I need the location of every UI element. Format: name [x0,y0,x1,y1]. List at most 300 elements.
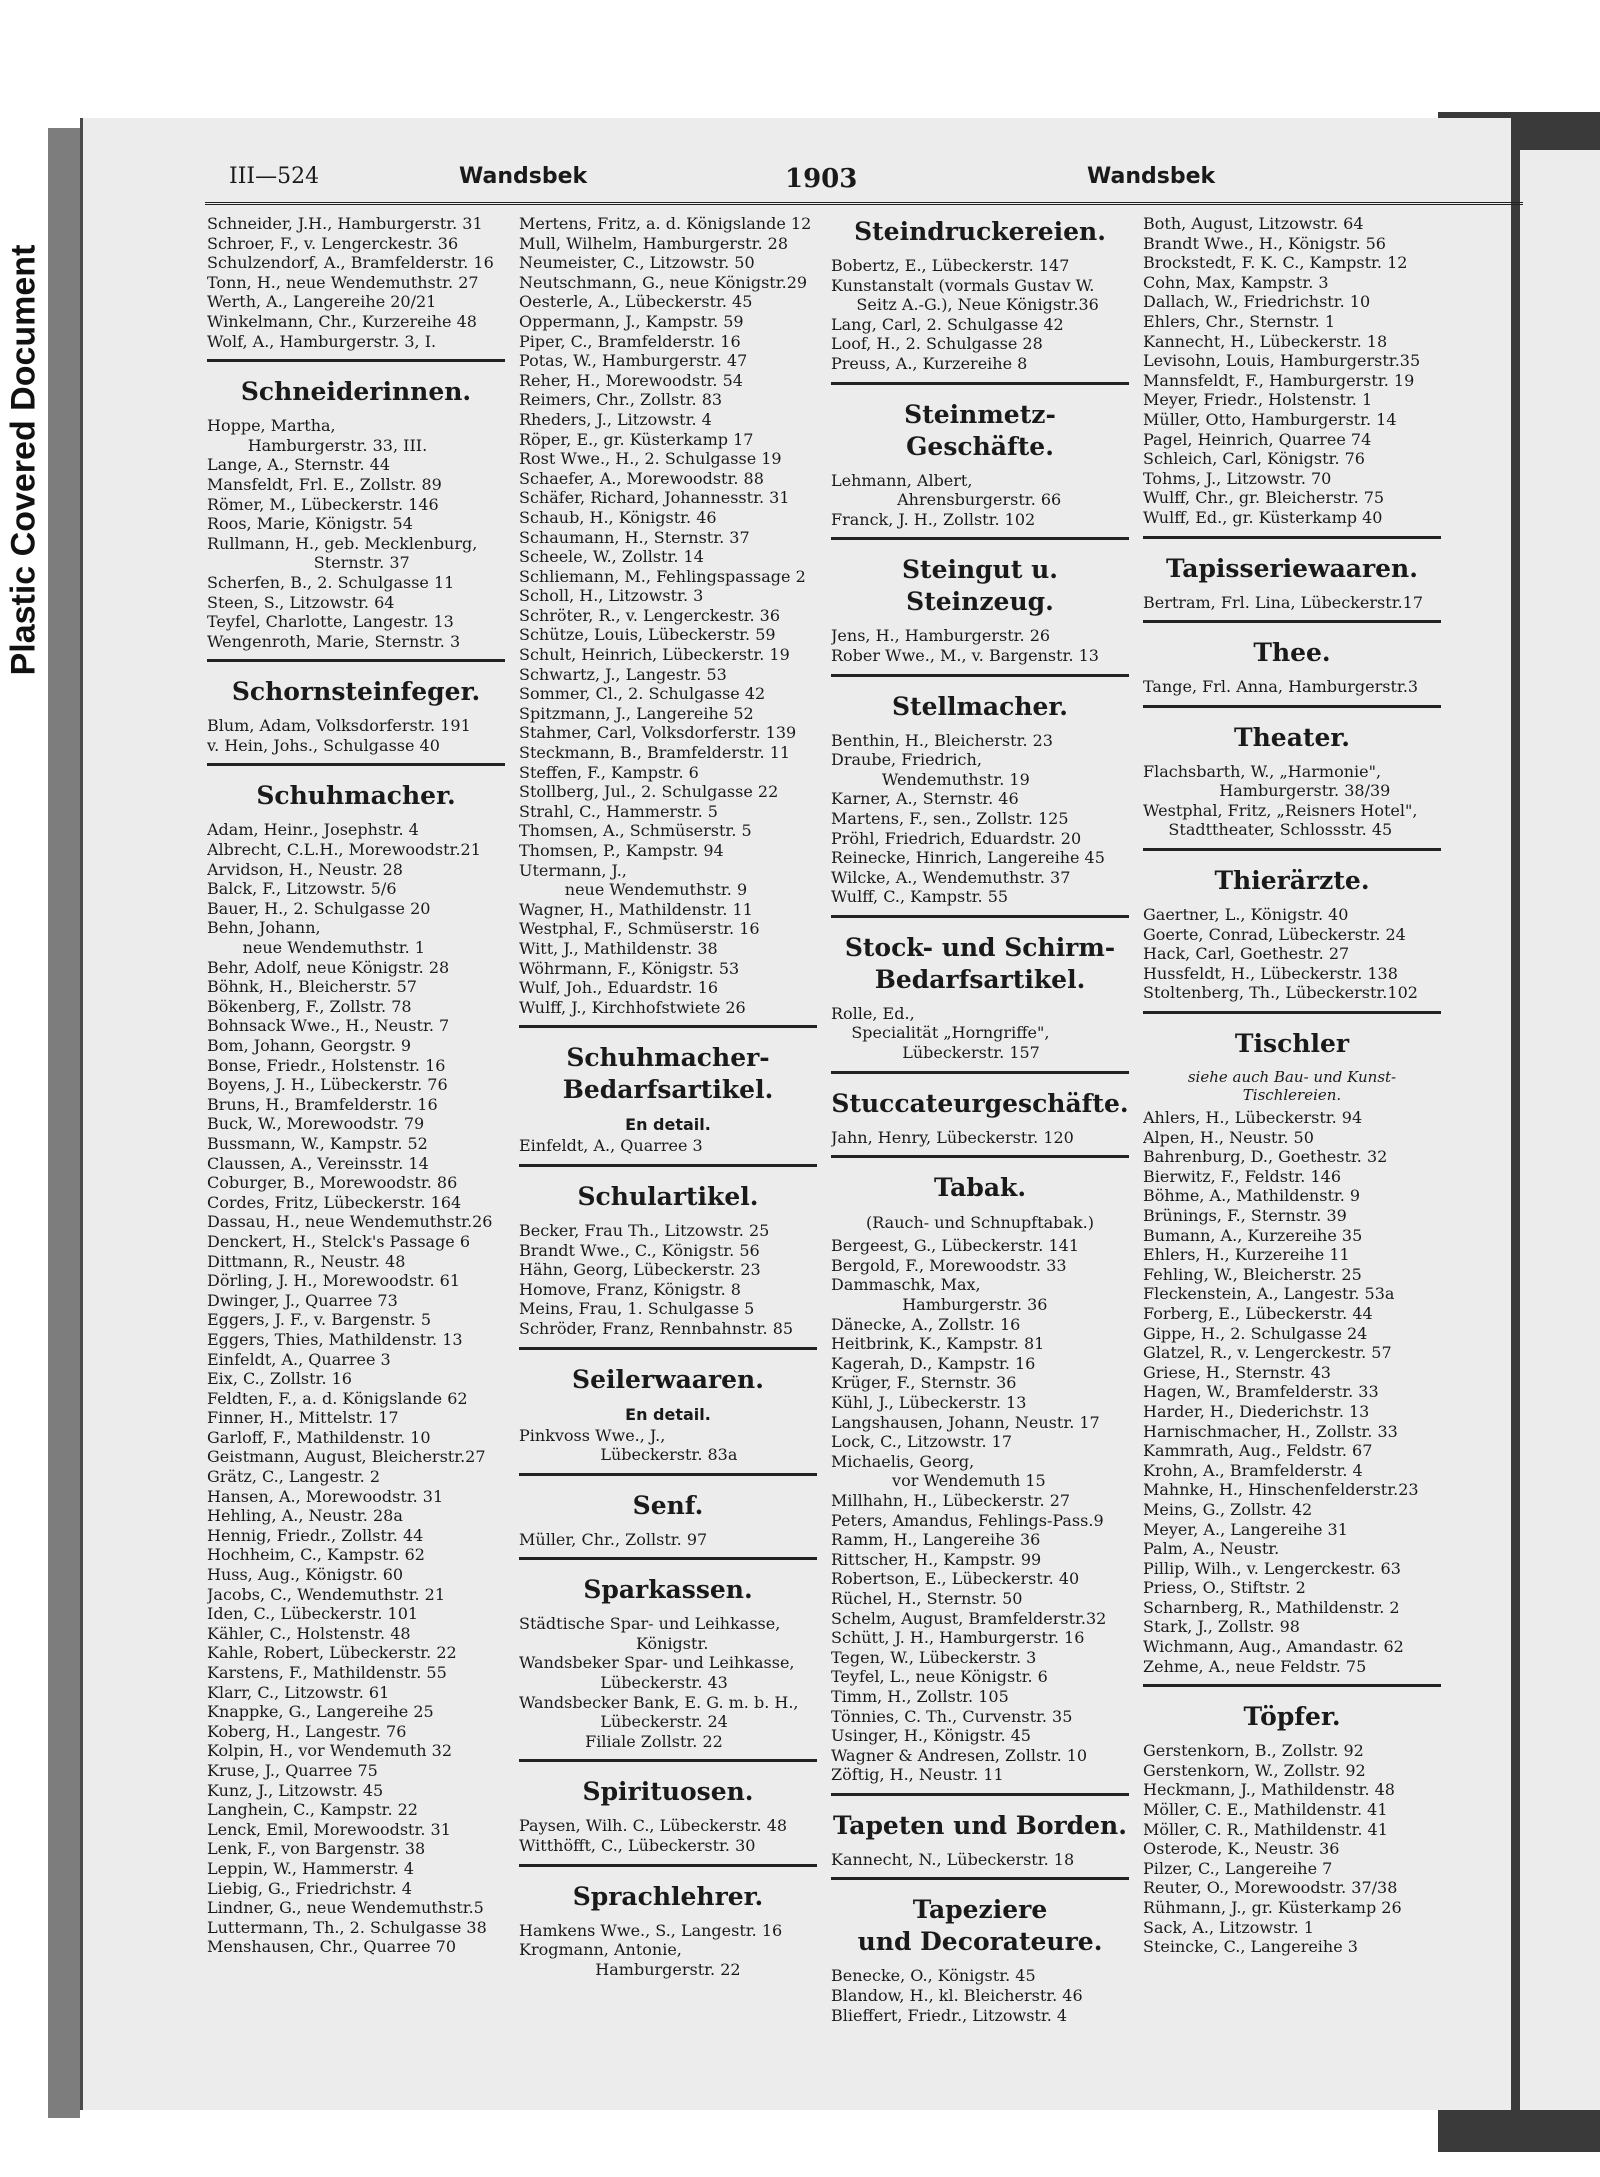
directory-entry: Krogmann, Antonie, [519,1940,682,1960]
directory-entry: Stoltenberg, Th., Lübeckerstr.102 [1143,983,1418,1003]
running-head [205,158,1523,205]
directory-entry: Wolf, A., Hamburgerstr. 3, I. [207,331,437,351]
directory-entry: Kagerah, D., Kampstr. 16 [831,1353,1036,1373]
directory-entry: Blandow, H., kl. Bleicherstr. 46 [831,1986,1083,2006]
section-heading: Tapisseriewaaren. [1166,553,1418,583]
directory-entry: Harnischmacher, H., Zollstr. 33 [1143,1421,1398,1441]
directory-entry: Bussmann, W., Kampstr. 52 [207,1133,428,1153]
directory-entry: Scherfen, B., 2. Schulgasse 11 [207,572,455,592]
directory-entry: Wulff, J., Kirchhofstwiete 26 [519,997,746,1017]
directory-entry: Wagner, H., Mathildenstr. 11 [519,899,753,919]
directory-entry: Utermann, J., [519,860,627,880]
directory-entry: Pilzer, C., Langereihe 7 [1143,1858,1333,1878]
directory-entry: Adam, Heinr., Josephstr. 4 [207,820,419,840]
directory-entry: Ramm, H., Langereihe 36 [831,1530,1041,1550]
directory-entry: Schult, Heinrich, Lübeckerstr. 19 [519,645,790,665]
directory-entry: Teyfel, Charlotte, Langestr. 13 [207,612,454,632]
directory-entry: Steincke, C., Langereihe 3 [1143,1937,1358,1957]
directory-entry: Tange, Frl. Anna, Hamburgerstr.3 [1143,677,1419,697]
directory-entry: Karner, A., Sternstr. 46 [831,789,1019,809]
directory-entry: Brünings, F., Sternstr. 39 [1143,1206,1347,1225]
directory-entry: Koberg, H., Langestr. 76 [207,1721,407,1741]
directory-entry: Einfeldt, A., Quarree 3 [207,1349,391,1369]
directory-entry: v. Hein, Johs., Schulgasse 40 [207,735,440,755]
directory-entry: Hamburgerstr. 22 [519,1959,741,1979]
directory-entry: Schaub, H., Königstr. 46 [519,507,717,527]
directory-entry: Heckmann, J., Mathildenstr. 48 [1143,1780,1395,1800]
directory-entry: Städtische Spar- und Leihkasse, [519,1614,781,1634]
directory-entry: Michaelis, Georg, [831,1451,975,1471]
directory-entry: Wulff, Chr., gr. Bleicherstr. 75 [1143,488,1385,508]
section-heading: Stuccateurgeschäfte. [831,1088,1129,1118]
section-heading: Theater. [1234,722,1350,752]
directory-entry: Eggers, J. F., v. Bargenstr. 5 [207,1310,432,1330]
directory-entry: Wandsbecker Bank, E. G. m. b. H., [519,1692,799,1712]
directory-entry: Draube, Friedrich, [831,750,982,770]
directory-entry: Hamburgerstr. 33, III. [207,435,428,455]
directory-entry: Hagen, W., Bramfelderstr. 33 [1143,1382,1379,1402]
directory-entry: Schliemann, M., Fehlingspassage 2 [519,566,806,586]
directory-entry: Cohn, Max, Kampstr. 3 [1143,272,1329,292]
directory-entry: Kahle, Robert, Lübeckerstr. 22 [207,1643,457,1663]
directory-entry: Pagel, Heinrich, Quarree 74 [1143,429,1372,449]
directory-entry: Wilcke, A., Wendemuthstr. 37 [831,867,1071,887]
directory-entry: Einfeldt, A., Quarree 3 [519,1136,703,1156]
directory-entry: Seitz A.-G.), Neue Königstr.36 [831,295,1099,315]
directory-entry: Meins, Frau, 1. Schulgasse 5 [519,1299,755,1319]
directory-entry: Griese, H., Sternstr. 43 [1143,1362,1331,1382]
directory-entry: Dörling, J. H., Morewoodstr. 61 [207,1271,461,1291]
directory-entry: Denckert, H., Stelck's Passage 6 [207,1231,471,1251]
directory-entry: Kannecht, N., Lübeckerstr. 18 [831,1849,1075,1869]
directory-entry: Steen, S., Litzowstr. 64 [207,592,395,612]
directory-entry: Teyfel, L., neue Königstr. 6 [831,1667,1048,1687]
place-right: Wandsbek [1087,164,1216,189]
directory-entry: Blieffert, Friedr., Litzowstr. 4 [831,2005,1068,2025]
section-rule [831,537,1129,540]
section-heading: Sprachlehrer. [572,1881,764,1911]
directory-entry: Pillip, Wilh., v. Lengerckestr. 63 [1143,1558,1401,1578]
section-rule [831,382,1129,385]
directory-entry: Winkelmann, Chr., Kurzereihe 48 [207,311,477,331]
directory-entry: Kunstanstalt (vormals Gustav W. [831,275,1095,295]
place-left: Wandsbek [459,164,588,189]
directory-entry: Mull, Wilhelm, Hamburgerstr. 28 [519,233,789,253]
directory-entry: Schroer, F., v. Lengerckestr. 36 [207,233,459,253]
directory-entry: Thomsen, P., Kampstr. 94 [519,841,724,860]
directory-entry: Gaertner, L., Königstr. 40 [1143,905,1349,925]
directory-entry: Millhahn, H., Lübeckerstr. 27 [831,1490,1071,1510]
directory-entry: Bökenberg, F., Zollstr. 78 [207,996,412,1016]
section-rule [1143,1011,1441,1014]
directory-entry: Becker, Frau Th., Litzowstr. 25 [519,1220,770,1240]
directory-entry: Piper, C., Bramfelderstr. 16 [519,331,741,351]
directory-entry: Jacobs, C., Wendemuthstr. 21 [207,1584,445,1604]
directory-entry: Bom, Johann, Georgstr. 9 [207,1036,412,1055]
directory-entry: Feldten, F., a. d. Königslande 62 [207,1388,468,1408]
section-heading: Schneiderinnen. [240,377,472,407]
directory-entry: Westphal, F., Schmüserstr. 16 [519,919,760,939]
directory-entry: Claussen, A., Vereinsstr. 14 [207,1153,429,1173]
directory-entry: Both, August, Litzowstr. 64 [1143,214,1364,233]
directory-entry: Lange, A., Sternstr. 44 [207,455,391,475]
section-heading: Tabak. [933,1173,1027,1203]
directory-entry: Reimers, Chr., Zollstr. 83 [519,390,723,410]
directory-entry: Königstr. [519,1633,709,1653]
directory-entry: Luttermann, Th., 2. Schulgasse 38 [207,1917,487,1937]
directory-entry: Bruns, H., Bramfelderstr. 16 [207,1094,438,1114]
directory-entry: Wendemuthstr. 19 [831,769,1030,789]
directory-entry: Buck, W., Morewoodstr. 79 [207,1114,425,1134]
directory-entry: Müller, Otto, Hamburgerstr. 14 [1143,409,1397,429]
directory-entry: Bergold, F., Morewoodstr. 33 [831,1255,1067,1275]
directory-entry: Iden, C., Lübeckerstr. 101 [207,1604,419,1624]
section-heading: Schornsteinfeger. [231,677,481,707]
section-heading: Spirituosen. [582,1777,754,1807]
directory-entry: Robertson, E., Lübeckerstr. 40 [831,1569,1080,1589]
directory-entry: Lindner, G., neue Wendemuthstr.5 [207,1898,484,1918]
directory-entry: Jahn, Henry, Lübeckerstr. 120 [831,1127,1074,1147]
directory-entry: Müller, Chr., Zollstr. 97 [519,1529,708,1549]
section-rule [519,1864,817,1867]
directory-entry: Wandsbeker Spar- und Leihkasse, [519,1653,795,1673]
directory-entry: Osterode, K., Neustr. 36 [1143,1839,1340,1859]
directory-entry: Lehmann, Albert, [831,470,973,490]
directory-entry: Usinger, H., Königstr. 45 [831,1726,1031,1746]
directory-entry: Klarr, C., Litzowstr. 61 [207,1682,390,1702]
directory-entry: Bonse, Friedr., Holstenstr. 16 [207,1055,446,1075]
section-heading: Sparkassen. [583,1575,753,1605]
directory-entry: Scholl, H., Litzowstr. 3 [519,586,704,606]
directory-entry: Martens, F., sen., Zollstr. 125 [831,808,1069,828]
directory-entry: Hussfeldt, H., Lübeckerstr. 138 [1143,963,1398,983]
directory-entry: Schaefer, A., Morewoodstr. 88 [519,468,764,488]
directory-entry: Brandt Wwe., C., Königstr. 56 [519,1240,760,1260]
section-subheading: En detail. [625,1404,711,1424]
directory-entry: Benthin, H., Bleicherstr. 23 [831,730,1053,750]
directory-entry: Kannecht, H., Lübeckerstr. 18 [1143,331,1388,351]
directory-entry: Finner, H., Mittelstr. 17 [207,1408,399,1428]
directory-entry: Schelm, August, Bramfelderstr.32 [831,1608,1107,1628]
directory-entry: Sternstr. 37 [207,553,410,573]
column-2 [519,214,817,1979]
directory-entry: Tegen, W., Lübeckerstr. 3 [831,1647,1037,1667]
directory-entry: Zehme, A., neue Feldstr. 75 [1143,1656,1367,1676]
directory-entry: Roos, Marie, Königstr. 54 [207,514,413,534]
directory-entry: Bumann, A., Kurzereihe 35 [1143,1225,1363,1245]
section-rule [1143,620,1441,623]
directory-entry: Eix, C., Zollstr. 16 [207,1369,352,1389]
directory-entry: Thomsen, A., Schmüserstr. 5 [519,821,752,841]
section-heading: Stock- und Schirm- Bedarfsartikel. [844,932,1116,994]
directory-entry: Filiale Zollstr. 22 [519,1731,723,1751]
directory-entry: Rüchel, H., Sternstr. 50 [831,1588,1023,1608]
directory-entry: Schröter, R., v. Lengerckestr. 36 [519,605,781,625]
section-heading: Tapeziere und Decorateure. [857,1895,1103,1957]
directory-entry: Fleckenstein, A., Langestr. 53a [1143,1284,1395,1304]
directory-entry: Specialität „Horngriffe", [831,1023,1050,1043]
directory-entry: Preuss, A., Kurzereihe 8 [831,353,1028,373]
section-heading: Steinmetz-Geschäfte. [904,399,1056,461]
directory-entry: Schäfer, Richard, Johannesstr. 31 [519,488,790,508]
section-rule [831,1071,1129,1074]
directory-entry: Pröhl, Friedrich, Eduardstr. 20 [831,828,1082,848]
directory-entry: Römer, M., Lübeckerstr. 146 [207,494,439,514]
directory-entry: Rittscher, H., Kampstr. 99 [831,1549,1042,1569]
directory-entry: Mertens, Fritz, a. d. Königslande 12 [519,214,812,233]
section-rule [207,659,505,662]
section-heading: Steindruckereien. [854,217,1106,246]
directory-entry: Witthöfft, C., Lübeckerstr. 30 [519,1836,756,1856]
directory-entry: Ehlers, Chr., Sternstr. 1 [1143,311,1335,331]
directory-entry: Leppin, W., Hammerstr. 4 [207,1858,414,1878]
scan-left-edge [48,128,80,2118]
directory-entry: Garloff, F., Mathildenstr. 10 [207,1427,431,1447]
directory-entry: Oppermann, J., Kampstr. 59 [519,311,744,331]
directory-entry: Schröder, Franz, Rennbahnstr. 85 [519,1318,794,1338]
directory-entry: Tonn, H., neue Wendemuthstr. 27 [207,272,479,292]
directory-entry: Bobertz, E., Lübeckerstr. 147 [831,256,1070,275]
directory-entry: Peters, Amandus, Fehlings-Pass.9 [831,1510,1104,1530]
directory-entry: Ehlers, H., Kurzereihe 11 [1143,1245,1350,1265]
directory-entry: Dwinger, J., Quarree 73 [207,1290,398,1310]
directory-entry: Eggers, Thies, Mathildenstr. 13 [207,1329,463,1349]
directory-entry: Kähler, C., Holstenstr. 48 [207,1623,411,1643]
directory-entry: Dammaschk, Max, [831,1275,981,1295]
section-rule [1143,1684,1441,1687]
directory-entry: Kolpin, H., vor Wendemuth 32 [207,1741,453,1761]
directory-entry: neue Wendemuthstr. 1 [207,938,425,958]
directory-entry: Kruse, J., Quarree 75 [207,1760,378,1780]
directory-entry: Harder, H., Diederichstr. 13 [1143,1401,1370,1421]
directory-entry: Coburger, B., Morewoodstr. 86 [207,1173,458,1193]
directory-entry: Stark, J., Zollstr. 98 [1143,1617,1300,1637]
directory-entry: Knappke, G., Langereihe 25 [207,1702,434,1722]
directory-entry: Lübeckerstr. 43 [519,1673,728,1693]
directory-entry: Zöftig, H., Neustr. 11 [831,1765,1004,1785]
directory-entry: Benecke, O., Königstr. 45 [831,1966,1036,1986]
directory-entry: Bergeest, G., Lübeckerstr. 141 [831,1236,1079,1256]
directory-entry: Albrecht, C.L.H., Morewoodstr.21 [207,840,481,860]
directory-entry: Strahl, C., Hammerstr. 5 [519,801,718,821]
section-heading: Schuhmacher- Bedarfsartikel. [562,1043,774,1105]
directory-entry: Palm, A., Neustr. [1143,1539,1280,1559]
directory-entry: Jens, H., Hamburgerstr. 26 [831,626,1051,646]
directory-entry: Röper, E., gr. Küsterkamp 17 [519,429,754,449]
directory-entry: Pinkvoss Wwe., J., [519,1425,666,1445]
directory-entry: Dassau, H., neue Wendemuthstr.26 [207,1212,493,1232]
directory-page [80,118,1511,2110]
section-heading: Stellmacher. [891,691,1069,721]
directory-entry: Steffen, F., Kampstr. 6 [519,762,699,782]
section-note: siehe auch Bau- und Kunst- Tischlereien. [1187,1068,1397,1105]
directory-entry: Balck, F., Litzowstr. 5/6 [207,879,397,899]
section-rule [519,1557,817,1560]
section-rule [519,1473,817,1476]
directory-entry: Arvidson, H., Neustr. 28 [207,859,403,879]
directory-entry: Krohn, A., Bramfelderstr. 4 [1143,1460,1363,1480]
directory-entry: Bierwitz, F., Feldstr. 146 [1143,1166,1341,1186]
directory-entry: Geistmann, August, Bleicherstr.27 [207,1447,486,1467]
side-label-text: Plastic Covered Document [4,244,43,676]
directory-entry: Schütze, Louis, Lübeckerstr. 59 [519,625,776,645]
section-heading: Thee. [1253,638,1331,668]
directory-entry: Wichmann, Aug., Amandastr. 62 [1143,1637,1404,1657]
directory-entry: Reinecke, Hinrich, Langereihe 45 [831,848,1105,868]
directory-entry: Meyer, A., Langereihe 31 [1143,1519,1348,1539]
directory-entry: Rolle, Ed., [831,1003,915,1023]
directory-entry: Böhme, A., Mathildenstr. 9 [1143,1186,1361,1206]
directory-entry: Glatzel, R., v. Lengerckestr. 57 [1143,1343,1392,1363]
section-rule [207,359,505,362]
section-rule [831,915,1129,918]
directory-entry: Rühmann, J., gr. Küsterkamp 26 [1143,1898,1402,1917]
directory-entry: Brockstedt, F. K. C., Kampstr. 12 [1143,253,1408,273]
directory-entry: Stollberg, Jul., 2. Schulgasse 22 [519,782,779,802]
directory-entry: Hamburgerstr. 36 [831,1295,1048,1315]
directory-entry: Wulf, Joh., Eduardstr. 16 [519,978,719,998]
section-rule [1143,848,1441,851]
directory-entry: Stahmer, Carl, Volksdorferstr. 139 [519,723,797,743]
directory-entry: Neumeister, C., Litzowstr. 50 [519,253,755,273]
section-rule [1143,536,1441,539]
directory-entry: Brandt Wwe., H., Königstr. 56 [1143,233,1386,253]
section-rule [519,1164,817,1167]
directory-entry: Rullmann, H., geb. Mecklenburg, [207,533,478,553]
section-rule [519,1759,817,1762]
directory-entry: Neutschmann, G., neue Königstr.29 [519,272,808,292]
directory-entry: Stadttheater, Schlossstr. 45 [1143,820,1393,840]
directory-entry: Lenk, F., von Bargenstr. 38 [207,1839,426,1859]
directory-entry: Scheele, W., Zollstr. 14 [519,547,704,567]
directory-entry: Meins, G., Zollstr. 42 [1143,1499,1313,1519]
directory-entry: Hennig, Friedr., Zollstr. 44 [207,1525,424,1545]
section-heading: Senf. [632,1490,704,1520]
directory-entry: Dittmann, R., Neustr. 48 [207,1251,406,1271]
directory-entry: Heitbrink, K., Kampstr. 81 [831,1334,1045,1354]
directory-entry: Reuter, O., Morewoodstr. 37/38 [1143,1878,1398,1898]
directory-entry: Mannsfeldt, F., Hamburgerstr. 19 [1143,370,1415,390]
section-rule [519,1347,817,1350]
section-heading: Seilerwaaren. [572,1364,764,1394]
directory-entry: Grätz, C., Langestr. 2 [207,1467,380,1487]
directory-entry: Liebig, G., Friedrichstr. 4 [207,1878,412,1898]
section-rule [1143,705,1441,708]
side-label [2,190,46,730]
directory-entry: Fehling, W., Bleicherstr. 25 [1143,1264,1362,1284]
section-rule [207,763,505,766]
section-subheading: En detail. [625,1115,711,1135]
directory-entry: Tohms, J., Litzowstr. 70 [1143,468,1332,488]
section-rule [831,1155,1129,1158]
directory-entry: Hochheim, C., Kampstr. 62 [207,1545,425,1565]
directory-entry: Schütt, J. H., Hamburgerstr. 16 [831,1628,1085,1648]
directory-entry: Forberg, E., Lübeckerstr. 44 [1143,1303,1373,1323]
directory-entry: Bohnsack Wwe., H., Neustr. 7 [207,1016,450,1036]
page-number: III—524 [229,164,320,189]
section-heading: Schuhmacher. [256,781,456,811]
directory-entry: Kunz, J., Litzowstr. 45 [207,1780,384,1800]
directory-entry: Reher, H., Morewoodstr. 54 [519,370,743,390]
directory-entry: Böhnk, H., Bleicherstr. 57 [207,977,417,997]
directory-entry: Priess, O., Stiftstr. 2 [1143,1578,1306,1598]
directory-entry: Hehling, A., Neustr. 28a [207,1506,403,1526]
directory-entry: Rober Wwe., M., v. Bargenstr. 13 [831,645,1099,665]
directory-entry: Hack, Carl, Goethestr. 27 [1143,944,1350,964]
directory-entry: Goerte, Conrad, Lübeckerstr. 24 [1143,924,1406,944]
directory-entry: Hansen, A., Morewoodstr. 31 [207,1486,444,1506]
section-heading: Tapeten und Borden. [833,1810,1127,1840]
section-rule [831,1877,1129,1880]
directory-entry: Langshausen, Johann, Neustr. 17 [831,1412,1100,1432]
directory-entry: Hamburgerstr. 38/39 [1143,781,1391,801]
directory-entry: Sack, A., Litzowstr. 1 [1143,1917,1314,1937]
directory-entry: Schneider, J.H., Hamburgerstr. 31 [207,214,483,233]
directory-entry: Wagner & Andresen, Zollstr. 10 [831,1745,1088,1765]
directory-entry: Paysen, Wilh. C., Lübeckerstr. 48 [519,1816,788,1836]
directory-entry: Behn, Johann, [207,918,321,938]
directory-entry: Potas, W., Hamburgerstr. 47 [519,351,748,371]
directory-entry: Flachsbarth, W., „Harmonie", [1143,761,1382,781]
directory-entry: Loof, H., 2. Schulgasse 28 [831,334,1043,354]
directory-entry: Wengenroth, Marie, Sternstr. 3 [207,631,461,651]
directory-entry: Westphal, Fritz, „Reisners Hotel", [1143,800,1418,820]
directory-entry: Schulzendorf, A., Bramfelderstr. 16 [207,253,494,273]
directory-entry: Wulff, C., Kampstr. 55 [831,887,1009,907]
directory-entry: Franck, J. H., Zollstr. 102 [831,509,1036,529]
directory-entry: Boyens, J. H., Lübeckerstr. 76 [207,1075,448,1095]
year: 1903 [785,164,858,194]
directory-entry: neue Wendemuthstr. 9 [519,880,748,900]
directory-entry: Alpen, H., Neustr. 50 [1143,1127,1314,1147]
directory-entry: Wulff, Ed., gr. Küsterkamp 40 [1143,507,1383,527]
section-heading: Thierärzte. [1214,866,1370,896]
directory-entry: Gerstenkorn, W., Zollstr. 92 [1143,1760,1366,1780]
directory-entry: Karstens, F., Mathildenstr. 55 [207,1663,447,1682]
column-3 [831,214,1129,2025]
directory-entry: Menshausen, Chr., Quarree 70 [207,1937,457,1957]
section-rule [831,674,1129,677]
directory-entry: Rheders, J., Litzowstr. 4 [519,409,712,429]
directory-entry: Lübeckerstr. 24 [519,1712,728,1732]
directory-entry: Langhein, C., Kampstr. 22 [207,1800,418,1820]
directory-entry: Lang, Carl, 2. Schulgasse 42 [831,314,1064,334]
directory-entry: Oesterle, A., Lübeckerstr. 45 [519,292,753,312]
directory-entry: Wöhrmann, F., Königstr. 53 [519,958,740,978]
directory-entry: Bertram, Frl. Lina, Lübeckerstr.17 [1143,592,1424,612]
directory-entry: Hähn, Georg, Lübeckerstr. 23 [519,1260,761,1280]
section-subtitle: (Rauch- und Schnupftabak.) [866,1213,1094,1233]
directory-entry: Steckmann, B., Bramfelderstr. 11 [519,743,791,763]
directory-entry: Tönnies, C. Th., Curvenstr. 35 [831,1706,1073,1726]
directory-entry: Homove, Franz, Königstr. 8 [519,1279,741,1299]
directory-entry: vor Wendemuth 15 [831,1471,1046,1491]
directory-entry: Krüger, F., Sternstr. 36 [831,1373,1017,1393]
directory-entry: Mahnke, H., Hinschenfelderstr.23 [1143,1480,1419,1500]
directory-entry: Ahrensburgerstr. 66 [831,490,1062,510]
directory-entry: Gippe, H., 2. Schulgasse 24 [1143,1323,1368,1343]
directory-entry: Bauer, H., 2. Schulgasse 20 [207,898,431,918]
section-heading: Schulartikel. [577,1181,759,1211]
directory-entry: Ahlers, H., Lübeckerstr. 94 [1143,1108,1363,1128]
directory-entry: Spitzmann, J., Langereihe 52 [519,703,754,723]
directory-entry: Schwartz, J., Langestr. 53 [519,664,727,684]
column-4 [1143,214,1441,1957]
directory-entry: Möller, C. R., Mathildenstr. 41 [1143,1819,1388,1839]
directory-entry: Gerstenkorn, B., Zollstr. 92 [1143,1741,1364,1761]
section-rule [831,1793,1129,1796]
directory-entry: Schaumann, H., Sternstr. 37 [519,527,750,547]
